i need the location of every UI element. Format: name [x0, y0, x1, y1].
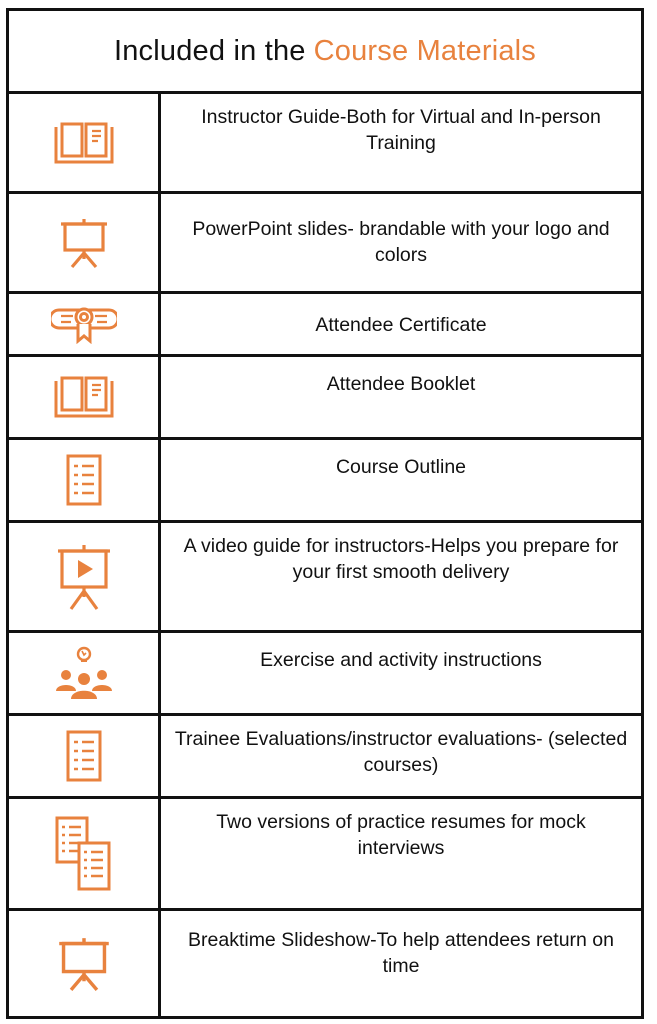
row-text: A video guide for instructors-Helps you prepare for your first smooth delivery	[183, 535, 619, 583]
table-title	[9, 11, 641, 94]
row-text: Course Outline	[335, 456, 467, 478]
table-row	[9, 94, 641, 194]
presentation-easel-icon	[59, 217, 109, 269]
title-accent: Course Materials	[313, 34, 537, 67]
table-row	[9, 633, 641, 716]
table-row	[9, 357, 641, 440]
title-prefix: Included in the	[113, 34, 306, 67]
row-text: Breaktime Slideshow-To help attendees return on time	[188, 929, 614, 977]
row-text: PowerPoint slides- brandable with your logo and colors	[192, 218, 610, 266]
table-row	[9, 440, 641, 523]
presentation-easel-icon	[57, 936, 111, 992]
team-idea-icon	[54, 645, 114, 701]
row-text: Instructor Guide-Both for Virtual and In-person Training	[201, 106, 601, 154]
table-row	[9, 294, 641, 357]
table-row	[9, 911, 641, 1016]
certificate-diploma-icon	[51, 304, 117, 344]
checklist-document-icon	[65, 453, 103, 507]
checklist-document-icon	[65, 729, 103, 783]
row-text: Trainee Evaluations/instructor evaluations- (selected courses)	[174, 728, 628, 776]
two-documents-icon	[54, 815, 114, 893]
open-book-icon	[53, 375, 115, 419]
row-text: Exercise and activity instructions	[260, 649, 542, 671]
row-text: Attendee Booklet	[326, 373, 476, 395]
video-presentation-icon	[56, 543, 112, 611]
table-row	[9, 523, 641, 633]
table-row	[9, 799, 641, 911]
row-text: Two versions of practice resumes for mock interviews	[216, 811, 586, 859]
table-row	[9, 194, 641, 294]
course-materials-table	[6, 8, 644, 1019]
row-text: Attendee Certificate	[315, 314, 487, 336]
open-book-icon	[53, 121, 115, 165]
table-row	[9, 716, 641, 799]
